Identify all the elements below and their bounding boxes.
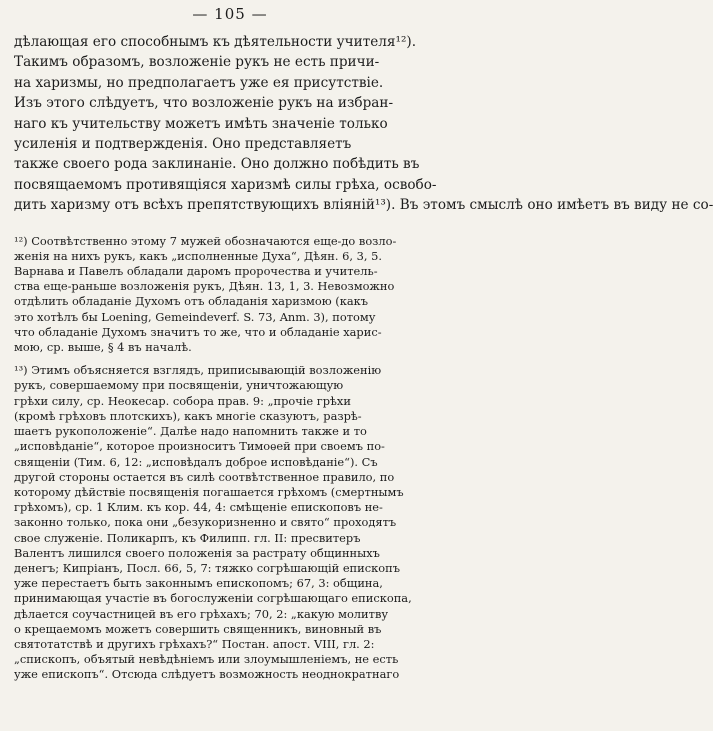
main-text [14, 32, 713, 216]
footnote-line: которому дѣйствіе посвященія погашается грѣхомъ (смертнымъ [14, 484, 404, 499]
footnote-line: святотатствѣ и другихъ грѣхахъ?“ Постан. апост. VIII, гл. 2: [14, 636, 375, 651]
footnote-line: о крещаемомъ можетъ совершить священникъ, виновный въ [14, 621, 382, 636]
main-text-line: Изъ этого слѣдуетъ, что возложеніе рукъ на избран- [14, 95, 394, 112]
footnote-line: денегъ; Кипріанъ, Посл. 66, 5, 7: тяжко согрѣшающій епископъ [14, 560, 400, 575]
footnote-line: законно только, пока они „безукоризненно и свято“ проходятъ [14, 515, 397, 530]
main-text-line: наго къ учительству можетъ имѣть значеніе только [14, 115, 388, 132]
main-text-line: усиленія и подтвержденія. Оно представляетъ [14, 136, 352, 153]
footnote-line: грѣхомъ), ср. 1 Клим. къ кор. 44, 4: смѣщеніе епископовъ не- [14, 500, 383, 515]
footnote-12 [14, 234, 446, 356]
footnote-line: Валентъ лишился своего положенія за растрату общинныхъ [14, 545, 380, 560]
footnote-line: шаетъ рукоположеніе“. Далѣе надо напомнить также и то [14, 424, 367, 439]
footnote-line: ¹³) Этимъ объясняется взглядъ, приписывающій возложенію [14, 363, 382, 378]
footnote-13 [14, 363, 446, 682]
main-text-line: на харизмы, но предполагаетъ уже ея присутствіе. [14, 74, 384, 91]
footnote-line: ¹²) Соотвѣтственно этому 7 мужей обозначаются еще-до возло- [14, 233, 397, 248]
footnote-line: „спископъ, объятый невѣдѣніемъ или злоумышленіемъ, не есть [14, 652, 399, 667]
footnote-line: Варнава и Павелъ обладали даромъ пророчества и учитель- [14, 264, 378, 279]
main-text-line: дѣлающая его способнымъ къ дѣятельности учителя¹²). [14, 34, 417, 50]
footnote-line: мою, ср. выше, § 4 въ началѣ. [14, 340, 192, 355]
footnote-spacer [14, 355, 446, 363]
footnote-line: свое служеніе. Поликарпъ, къ Филипп. гл. II: пресвитеръ [14, 530, 361, 545]
footnote-line: это хотѣлъ бы Loening, Gemeindeverf. S. 73, Anm. 3), потому [14, 309, 376, 324]
footnote-line: „исповѣданіе“, которое произноситъ Тимоѳей при своемъ по- [14, 439, 385, 454]
footnote-line: уже перестаетъ быть законнымъ епископомъ; 67, 3: община, [14, 576, 383, 591]
footnote-line: (кромѣ грѣховъ плотскихъ), какъ многіе сказуютъ, разрѣ- [14, 408, 362, 423]
main-text-line: также своего рода заклинаніе. Оно должно побѣдить въ [14, 156, 420, 173]
main-text-line: посвящаемомъ противящіяся харизмѣ силы грѣха, освобо- [14, 176, 437, 193]
main-text-line: дить харизму отъ всѣхъ препятствующихъ вліяній¹³). Въ этомъ смыслѣ оно имѣетъ въ виду не со- [14, 197, 713, 214]
footnote-line: отдѣлить обладаніе Духомъ отъ обладанія харизмою (какъ [14, 294, 369, 309]
footnote-line: принимающая участіе въ богослуженіи согрѣшающаго епископа, [14, 591, 412, 606]
footnote-line: другой стороны остается въ силѣ соотвѣтственное правило, по [14, 469, 395, 484]
footnote-line: дѣлается соучастницей въ его грѣхахъ; 70, 2: „какую молитву [14, 606, 389, 621]
footnote-line: грѣхи силу, ср. Неокесар. собора прав. 9: „прочіе грѣхи [14, 393, 351, 408]
footnote-line: ства еще-раньше возложенія рукъ, Дѣян. 13, 1, 3. Невозможно [14, 279, 395, 294]
footnote-line: женія на нихъ рукъ, какъ „исполненные Духа“, Дѣян. 6, 3, 5. [14, 248, 382, 263]
page-number: — 105 — [192, 5, 268, 23]
footnote-line: уже епископъ“. Отсюда слѣдуетъ возможность неоднократнаго [14, 667, 400, 682]
footnote-line: священіи (Тим. 6, 12: „исповѣдалъ доброе исповѣданіе“). Съ [14, 454, 378, 469]
main-text-line: Такимъ образомъ, возложеніе рукъ не есть причи- [14, 54, 380, 71]
footnote-line: рукъ, совершаемому при посвященіи, уничтожающую [14, 378, 344, 393]
footnote-line: что обладаніе Духомъ значитъ то же, что и обладаніе харис- [14, 324, 382, 339]
section-spacer [14, 216, 446, 234]
